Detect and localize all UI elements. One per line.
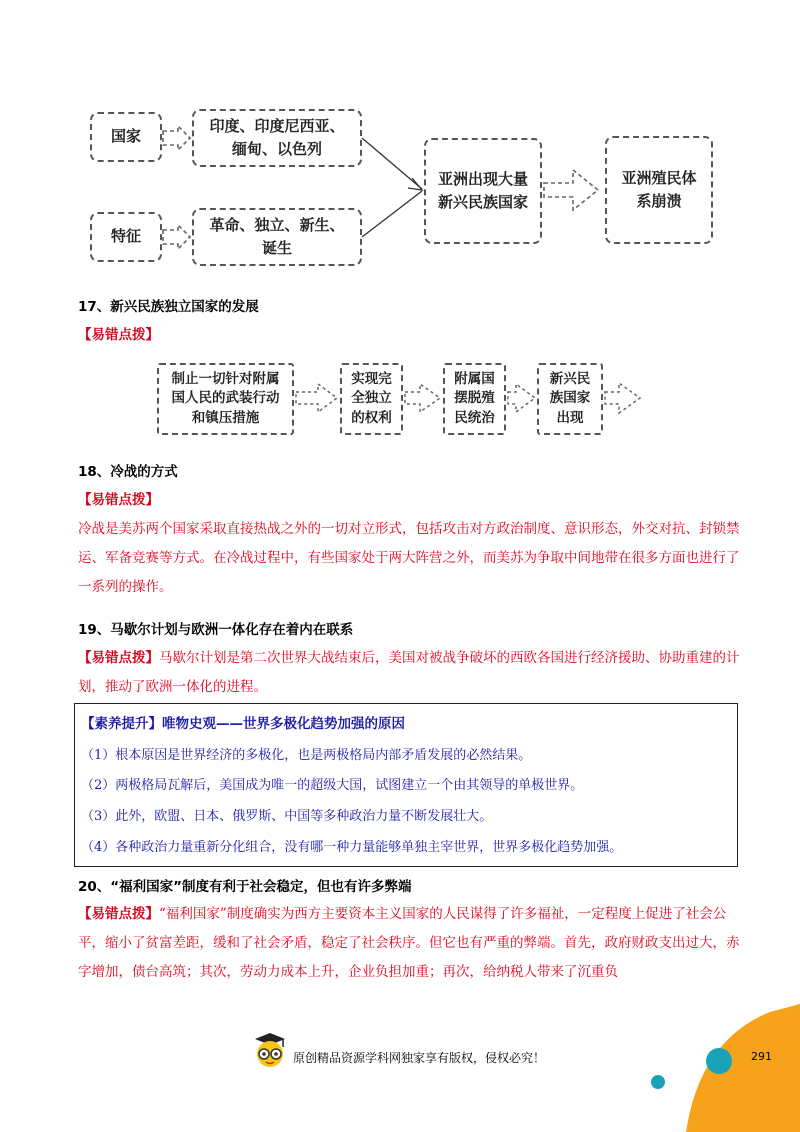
section-19-tag: 【易错点拨】	[78, 650, 159, 666]
section-19-text: 马歇尔计划是第二次世界大战结束后，美国对被战争破坏的西欧各国进行经济援助、协助重建的计划，推动了欧洲一体化的进程。	[78, 650, 740, 695]
section-20-heading: 20、“福利国家”制度有利于社会稳定，但也有许多弊端	[78, 879, 412, 895]
page-number: 291	[751, 1050, 772, 1063]
section-17-heading: 17、新兴民族独立国家的发展	[78, 299, 259, 315]
copyright-notice: 原创精品资源学科网独家享有版权，侵权必究！	[293, 1051, 546, 1065]
section-18-text: 冷战是美苏两个国家采取直接热战之外的一切对立形式，包括攻击对方政治制度、意识形态，外交对抗、封锁禁运、军备竞赛等方式。在冷战过程中，有些国家处于两大阵营之外，而美苏为争取中间地带在很多方面也进行了一系列的操作。	[78, 521, 740, 595]
flow-step-1: 制止一切针对附属国人民的武装行动和镇压措施	[157, 363, 294, 435]
section-18-tag: 【易错点拨】	[78, 492, 159, 508]
country-box: 国家	[90, 112, 162, 162]
panel-item-2: （2）两极格局瓦解后，美国成为唯一的超级大国，试图建立一个由其领导的单极世界。	[81, 778, 584, 793]
section-17-tag: 【易错点拨】	[78, 327, 159, 343]
section-20-tag: 【易错点拨】	[78, 906, 159, 922]
feature-box: 特征	[90, 212, 162, 262]
teal-dot-small-icon	[651, 1075, 665, 1089]
panel-item-3: （3）此外，欧盟、日本、俄罗斯、中国等多种政治力量不断发展壮大。	[81, 809, 493, 824]
section-18-heading: 18、冷战的方式	[78, 464, 178, 480]
panel-item-4: （4）各种政治力量重新分化组合，没有哪一种力量能够单独主宰世界，世界多极化趋势加强。	[81, 840, 623, 855]
result-box: 亚洲出现大量新兴民族国家	[424, 138, 542, 244]
section-20-text: “福利国家”制度确实为西方主要资本主义国家的人民谋得了许多福祉，一定程度上促进了社会公平，缩小了贫富差距，缓和了社会矛盾，稳定了社会秩序。但它也有严重的弊端。首先，政府财政支出过大，赤字增加，债台高筑；其次，劳动力成本上升，企业负担加重；再次，给纳税人带来了沉重负	[78, 906, 740, 980]
flow-step-3: 附属国摆脱殖民统治	[443, 363, 506, 435]
feature-desc-box: 革命、独立、新生、诞生	[192, 208, 362, 266]
orange-shape-icon	[686, 1004, 800, 1132]
panel-item-1: （1）根本原因是世界经济的多极化，也是两极格局内部矛盾发展的必然结果。	[81, 748, 532, 763]
country-names-box: 印度、印度尼西亚、缅甸、以色列	[192, 109, 362, 167]
flow-step-4: 新兴民族国家出现	[537, 363, 603, 435]
section-19-heading: 19、马歇尔计划与欧洲一体化存在着内在联系	[78, 622, 354, 638]
flow-step-2: 实现完全独立的权利	[340, 363, 403, 435]
panel-title: 【素养提升】唯物史观——世界多极化趋势加强的原因	[81, 716, 405, 732]
teal-dot-icon	[706, 1048, 732, 1074]
outcome-box: 亚洲殖民体系崩溃	[605, 136, 713, 244]
